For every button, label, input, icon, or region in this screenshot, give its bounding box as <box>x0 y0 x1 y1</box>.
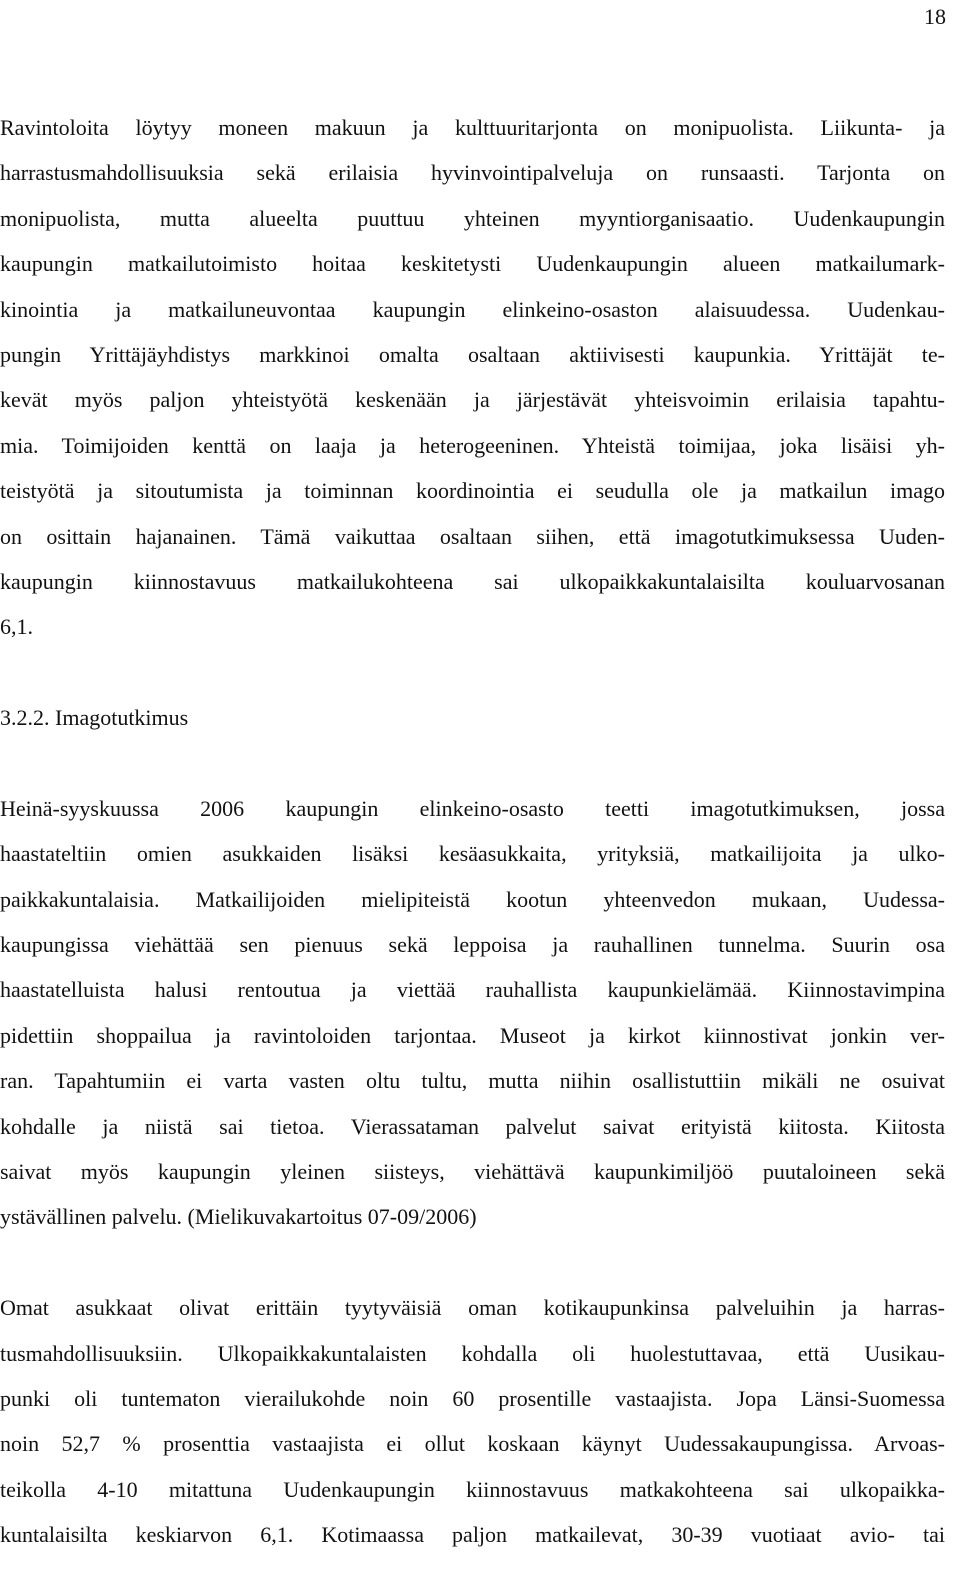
text-line: on osittain hajanainen. Tämä vaikuttaa osaltaan siihen, että imagotutkimuksessa Uuden- <box>0 523 945 549</box>
text-line: Omat asukkaat olivat erittäin tyytyväisiä oman kotikaupunkinsa palveluihin ja harras- <box>0 1295 945 1321</box>
spacer <box>0 740 945 785</box>
text-line: haastatelluista halusi rentoutua ja viettää rauhallista kaupunkielämää. Kiinnostavimpina <box>0 977 945 1003</box>
spacer <box>0 650 945 695</box>
text-line: saivat myös kaupungin yleinen siisteys, viehättävä kaupunkimiljöö puutaloineen sekä <box>0 1158 945 1184</box>
section-heading: 3.2.2. Imagotutkimus <box>0 705 189 731</box>
text-line: kinointia ja matkailuneuvontaa kaupungin elinkeino-osaston alaisuudessa. Uudenkau- <box>0 296 945 322</box>
paragraph-1 <box>0 105 945 650</box>
text-line: tusmahdollisuuksiin. Ulkopaikkakuntalaisten kohdalla oli huolestuttavaa, että Uusikau- <box>0 1340 945 1366</box>
text-line: kevät myös paljon yhteistyötä keskenään ja järjestävät yhteisvoimin erilaisia tapahtu- <box>0 387 945 413</box>
text-line: punki oli tuntematon vierailukohde noin 60 prosentille vastaajista. Jopa Länsi-Suomessa <box>0 1385 945 1411</box>
text-line: kaupungissa viehättää sen pienuus sekä leppoisa ja rauhallinen tunnelma. Suurin osa <box>0 932 945 958</box>
text-line: haastateltiin omien asukkaiden lisäksi kesäasukkaita, yrityksiä, matkailijoita ja ulko- <box>0 841 945 867</box>
spacer <box>0 1240 945 1285</box>
page-number: 18 <box>924 4 946 29</box>
text-line: noin 52,7 % prosenttia vastaajista ei ollut koskaan käynyt Uudessakaupungissa. Arvoas- <box>0 1431 945 1457</box>
paragraph-2 <box>0 786 945 1240</box>
text-line: kuntalaisilta keskiarvon 6,1. Kotimaassa paljon matkailevat, 30-39 vuotiaat avio- tai <box>0 1522 945 1548</box>
text-line: monipuolista, mutta alueelta puuttuu yhteinen myyntiorganisaatio. Uudenkaupungin <box>0 205 945 231</box>
document-body <box>0 105 945 1558</box>
text-line: pungin Yrittäjäyhdistys markkinoi omalta osaltaan aktiivisesti kaupunkia. Yrittäjät te- <box>0 341 945 367</box>
text-line: teikolla 4-10 mitattuna Uudenkaupungin kiinnostavuus matkakohteena sai ulkopaikka- <box>0 1476 945 1502</box>
text-line: Heinä-syyskuussa 2006 kaupungin elinkeino-osasto teetti imagotutkimuksen, jossa <box>0 795 945 821</box>
paragraph-3 <box>0 1285 945 1557</box>
text-line: mia. Toimijoiden kenttä on laaja ja heterogeeninen. Yhteistä toimijaa, joka lisäisi yh- <box>0 432 945 458</box>
text-line: ran. Tapahtumiin ei varta vasten oltu tultu, mutta niihin osallistuttiin mikäli ne osuivat <box>0 1068 945 1094</box>
text-line: teistyötä ja sitoutumista ja toiminnan koordinointia ei seudulla ole ja matkailun imago <box>0 478 945 504</box>
text-line: kaupungin kiinnostavuus matkailukohteena sai ulkopaikkakuntalaisilta kouluarvosanan <box>0 568 945 594</box>
text-line: ystävällinen palvelu. (Mielikuvakartoitus 07-09/2006) <box>0 1204 477 1230</box>
text-line: Ravintoloita löytyy moneen makuun ja kulttuuritarjonta on monipuolista. Liikunta- ja <box>0 115 945 140</box>
text-line: harrastusmahdollisuuksia sekä erilaisia hyvinvointipalveluja on runsaasti. Tarjonta on <box>0 160 945 186</box>
text-line: pidettiin shoppailua ja ravintoloiden tarjontaa. Museot ja kirkot kiinnostivat jonkin ver- <box>0 1022 945 1048</box>
text-line: 6,1. <box>0 614 33 640</box>
text-line: kaupungin matkailutoimisto hoitaa keskitetysti Uudenkaupungin alueen matkailumark- <box>0 251 945 277</box>
text-line: kohdalle ja niistä sai tietoa. Vierassataman palvelut saivat erityistä kiitosta. Kiitosta <box>0 1113 945 1139</box>
text-line: paikkakuntalaisia. Matkailijoiden mielipiteistä kootun yhteenvedon mukaan, Uudessa- <box>0 886 945 912</box>
